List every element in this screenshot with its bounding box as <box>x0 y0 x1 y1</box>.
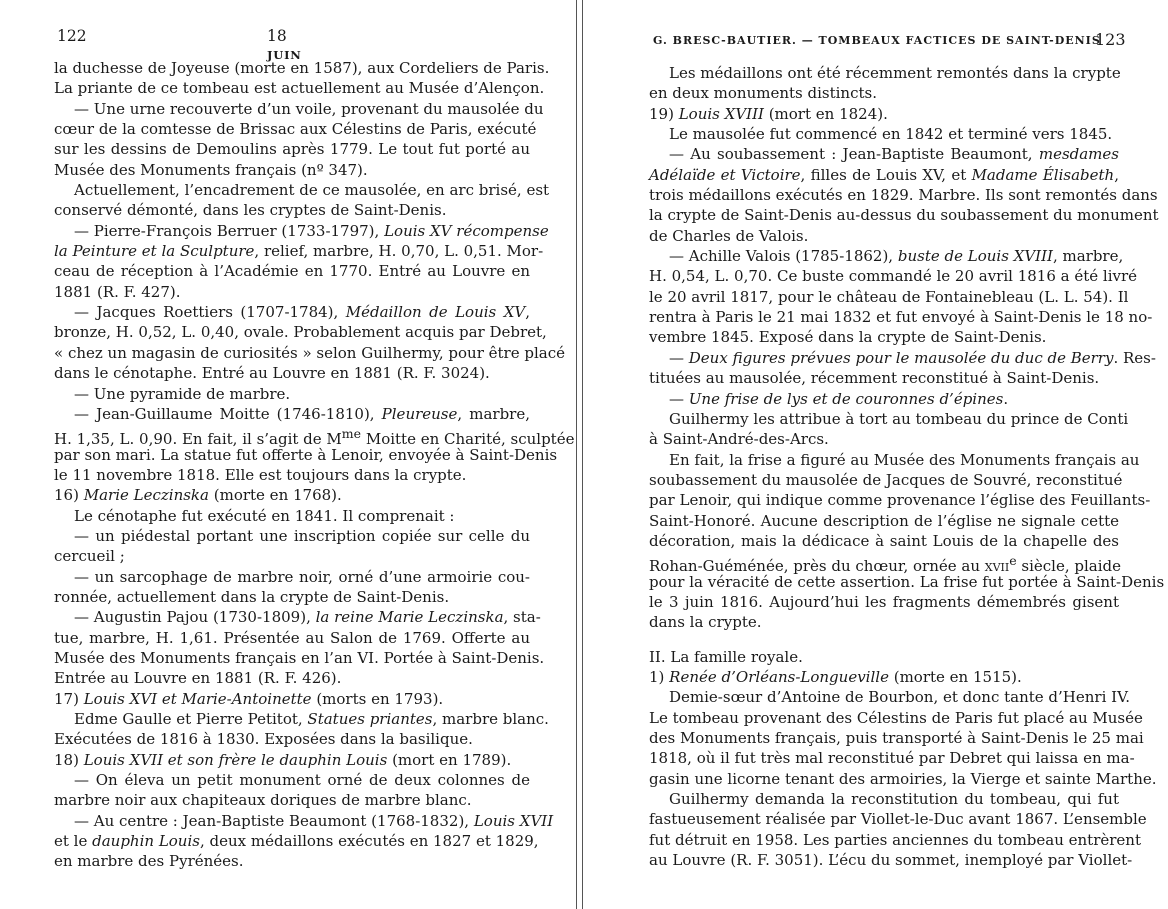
text-line: le 3 juin 1816. Aujourd’hui les fragments démembrés gisent <box>649 592 1119 611</box>
page-number: 123 <box>1095 30 1126 49</box>
text-line: — Jacques Roettiers (1707-1784), Médaillon de Louis XV, <box>74 303 530 322</box>
text-line: cœur de la comtesse de Brissac aux Célestins de Paris, exécuté <box>54 120 537 139</box>
text-line: Guilhermy demanda la reconstitution du tombeau, qui fut <box>669 790 1119 809</box>
text-line: tue, marbre, H. 1,61. Présentée au Salon de 1769. Offerte au <box>54 628 530 647</box>
running-head-number: 18 <box>267 27 287 45</box>
running-head-word: JUIN <box>267 48 302 62</box>
text-line: fastueusement réalisée par Viollet-le-Duc avant 1867. L’ensemble <box>649 810 1147 829</box>
text-line: rentra à Paris le 21 mai 1832 et fut envoyé à Saint-Denis le 18 no- <box>649 308 1153 327</box>
text-line: Edme Gaulle et Pierre Petitot, Statues priantes, marbre blanc. <box>74 710 549 728</box>
text-line: la Peinture et la Sculpture, relief, marbre, H. 0,70, L. 0,51. Mor- <box>54 242 544 261</box>
text-line: 18) Louis XVII et son frère le dauphin Louis (mort en 1789). <box>54 750 512 769</box>
text-line: cercueil ; <box>54 547 125 566</box>
right-page-body <box>649 63 1165 870</box>
text-line: et le dauphin Louis, deux médaillons exécutés en 1827 et 1829, <box>54 832 539 851</box>
text-line: pour la véracité de cette assertion. La frise fut portée à Saint-Denis <box>649 572 1165 591</box>
left-page <box>0 0 576 909</box>
text-line: — Au soubassement : Jean-Baptiste Beaumont, mesdames <box>669 145 1119 164</box>
text-line: 17) Louis XVI et Marie-Antoinette (morts en 1793). <box>54 689 444 708</box>
text-line: dans la crypte. <box>649 613 762 632</box>
text-line: — Augustin Pajou (1730-1809), la reine Marie Leczinska, sta- <box>74 608 541 627</box>
text-line: — Pierre-François Berruer (1733-1797), Louis XV récompense <box>74 221 549 240</box>
text-line: Entrée au Louvre en 1881 (R. F. 426). <box>54 669 342 688</box>
text-line: « chez un magasin de curiosités » selon Guilhermy, pour être placé <box>54 343 565 362</box>
text-line: Guilhermy les attribue à tort au tombeau du prince de Conti <box>669 409 1129 428</box>
text-line: — On éleva un petit monument orné de deux colonnes de <box>74 771 530 790</box>
text-line: 1881 (R. F. 427). <box>54 282 181 301</box>
paragraph-gap <box>649 633 1119 647</box>
right-page <box>582 0 1168 909</box>
text-line: le 11 novembre 1818. Elle est toujours dans la crypte. <box>54 465 467 484</box>
text-line: par son mari. La statue fut offerte à Lenoir, envoyée à Saint-Denis <box>54 445 558 464</box>
text-line: Rohan-Guéménée, près du chœur, ornée au XVIIe siècle, plaide <box>649 553 1121 576</box>
text-line: — un piédestal portant une inscription copiée sur celle du <box>74 526 530 545</box>
text-line: par Lenoir, qui indique comme provenance l’église des Feuillants- <box>649 491 1151 510</box>
text-line: la crypte de Saint-Denis au-dessus du soubassement du monument <box>649 206 1159 225</box>
text-line: 16) Marie Leczinska (morte en 1768). <box>54 486 342 505</box>
text-line: vembre 1845. Exposé dans la crypte de Saint-Denis. <box>649 328 1047 347</box>
text-line: H. 0,54, L. 0,70. Ce buste commandé le 20 avril 1816 a été livré <box>649 267 1138 286</box>
running-head: G. BRESC-BAUTIER. — TOMBEAUX FACTICES DE SAINT-DENIS <box>653 34 1101 47</box>
text-line: — Deux figures prévues pour le mausolée du duc de Berry. Res- <box>669 348 1156 367</box>
text-line: — Une urne recouverte d’un voile, provenant du mausolée du <box>74 99 544 118</box>
text-line: Le cénotaphe fut exécuté en 1841. Il comprenait : <box>74 506 455 525</box>
text-line: II. La famille royale. <box>649 647 803 666</box>
text-line: bronze, H. 0,52, L. 0,40, ovale. Probablement acquis par Debret, <box>54 323 547 342</box>
text-line: Le mausolée fut commencé en 1842 et terminé vers 1845. <box>669 125 1113 144</box>
text-line: gasin une licorne tenant des armoiries, la Vierge et sainte Marthe. <box>649 769 1157 788</box>
text-line: fut détruit en 1958. Les parties anciennes du tombeau entrèrent <box>649 830 1141 849</box>
text-line: ronnée, actuellement dans la crypte de Saint-Denis. <box>54 587 450 606</box>
text-line: Saint-Honoré. Aucune description de l’église ne signale cette <box>649 511 1119 530</box>
text-line: H. 1,35, L. 0,90. En fait, il s’agit de $M^{me}$ Moitte en Charité, sculptée <box>54 426 575 449</box>
text-line: Musée des Monuments français en l’an VI. Portée à Saint-Denis. <box>54 648 545 667</box>
text-line: Exécutées de 1816 à 1830. Exposées dans la basilique. <box>54 730 473 749</box>
page-gutter-left-edge <box>576 0 577 909</box>
left-page-body <box>54 58 575 872</box>
text-line: dans le cénotaphe. Entré au Louvre en 1881 (R. F. 3024). <box>54 364 490 383</box>
text-line: — Une frise de lys et de couronnes d’épines. <box>669 389 1009 408</box>
text-line: La priante de ce tombeau est actuellement au Musée d’Alençon. <box>54 79 545 98</box>
text-line: sur les dessins de Demoulins après 1779. Le tout fut porté au <box>54 140 530 159</box>
text-line: décoration, mais la dédicace à saint Louis de la chapelle des <box>649 531 1119 550</box>
text-line: tituées au mausolée, récemment reconstitué à Saint-Denis. <box>649 369 1100 388</box>
page-number: 122 <box>57 27 87 45</box>
text-line: Adélaïde et Victoire, filles de Louis XV, et Madame Élisabeth, <box>649 165 1119 184</box>
text-line: — Achille Valois (1785-1862), buste de Louis XVIII, marbre, <box>669 247 1124 266</box>
text-line: 1) Renée d’Orléans-Longueville (morte en 1515). <box>649 667 1022 686</box>
text-line: le 20 avril 1817, pour le château de Fontainebleau (L. L. 54). Il <box>649 287 1129 306</box>
text-line: marbre noir aux chapiteaux doriques de marbre blanc. <box>54 791 472 810</box>
text-line: soubassement du mausolée de Jacques de Souvré, reconstitué <box>649 470 1123 489</box>
text-line: — un sarcophage de marbre noir, orné d’une armoirie cou- <box>74 567 530 586</box>
text-line: — Une pyramide de marbre. <box>74 384 291 403</box>
text-line: trois médaillons exécutés en 1829. Marbre. Ils sont remontés dans <box>649 186 1158 205</box>
text-line: — Au centre : Jean-Baptiste Beaumont (1768-1832), Louis XVII <box>74 811 554 830</box>
text-line: en deux monuments distincts. <box>649 84 877 103</box>
text-line: Musée des Monuments français (nº 347). <box>54 160 368 179</box>
text-line: en marbre des Pyrénées. <box>54 852 244 871</box>
text-line: au Louvre (R. F. 3051). L’écu du sommet, inemployé par Viollet- <box>649 851 1133 870</box>
text-line: des Monuments français, puis transporté à Saint-Denis le 25 mai <box>649 729 1144 747</box>
text-line: Demie-sœur d’Antoine de Bourbon, et donc tante d’Henri IV. <box>669 688 1131 707</box>
text-line: Le tombeau provenant des Célestins de Paris fut placé au Musée <box>649 708 1143 727</box>
text-line: conservé démonté, dans les cryptes de Saint-Denis. <box>54 201 447 220</box>
text-line: 1818, où il fut très mal reconstitué par Debret qui laissa en ma- <box>649 749 1135 768</box>
text-line: Actuellement, l’encadrement de ce mausolée, en arc brisé, est <box>74 181 550 200</box>
text-line: Les médaillons ont été récemment remontés dans la crypte <box>669 64 1121 82</box>
text-line: à Saint-André-des-Arcs. <box>649 430 829 449</box>
text-line: ceau de réception à l’Académie en 1770. Entré au Louvre en <box>54 262 530 281</box>
text-line: de Charles de Valois. <box>649 226 809 245</box>
text-line: — Jean-Guillaume Moitte (1746-1810), Pleureuse, marbre, <box>74 404 530 423</box>
text-line: 19) Louis XVIII (mort en 1824). <box>649 104 888 123</box>
text-line: la duchesse de Joyeuse (morte en 1587), aux Cordeliers de Paris. <box>54 59 550 77</box>
text-line: En fait, la frise a figuré au Musée des Monuments français au <box>669 450 1140 469</box>
